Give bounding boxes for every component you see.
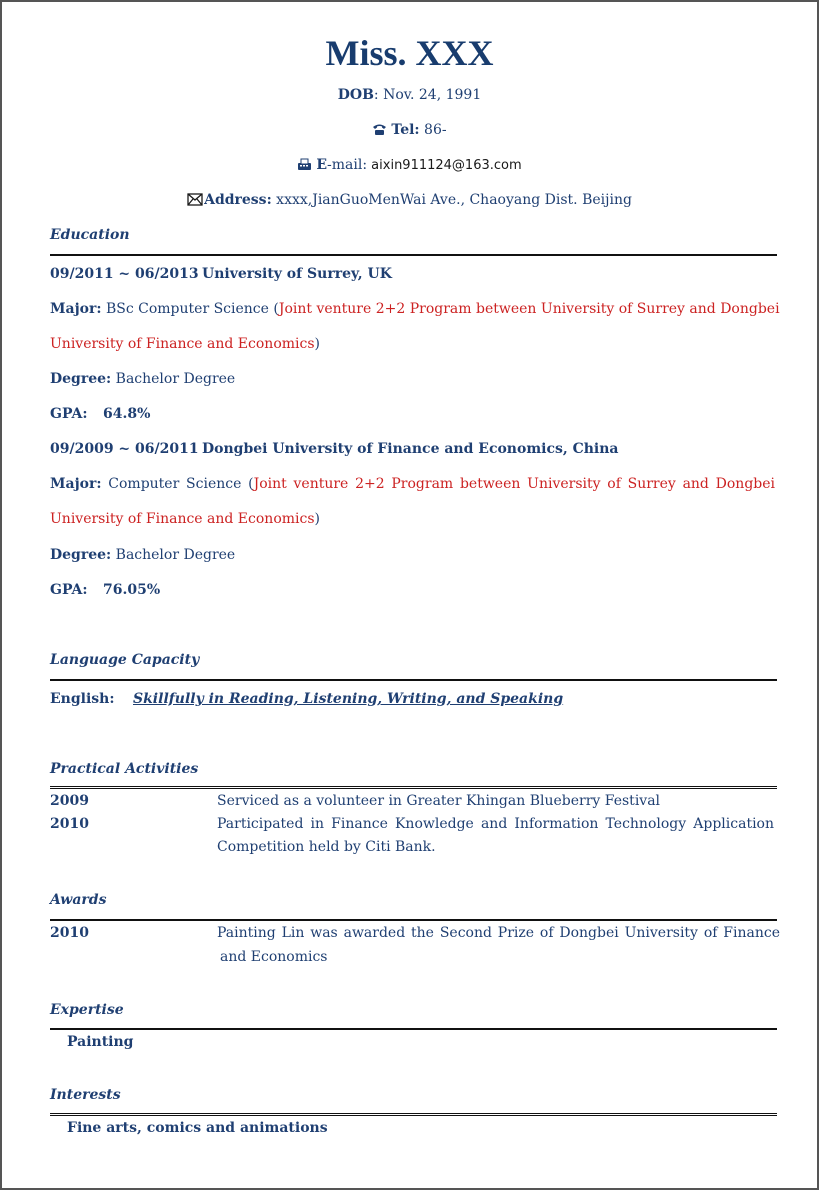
- envelope-icon: [187, 193, 203, 210]
- dob-line: [2, 87, 817, 103]
- edu-2-major-value: Computer Science (: [108, 476, 254, 492]
- edu-1-major-note-2: University of Finance and Economics: [50, 336, 315, 352]
- award-1-year: 2010: [50, 925, 89, 941]
- language-rule: [50, 679, 777, 681]
- email-label-rest: -mail:: [327, 157, 368, 173]
- phone-icon: [372, 123, 387, 140]
- language-label: English:: [50, 691, 115, 707]
- edu-1-major: [50, 301, 780, 317]
- expertise-rule: [50, 1028, 777, 1030]
- education-title: Education: [50, 227, 130, 243]
- edu-2-degree: [50, 547, 775, 563]
- tel-label: Tel:: [391, 122, 420, 138]
- interests-value: Fine arts, comics and animations: [67, 1120, 328, 1136]
- address-line: [2, 192, 817, 210]
- address-value: xxxx,JianGuoMenWai Ave., Chaoyang Dist. Beijing: [271, 192, 632, 208]
- activities-title: Practical Activities: [50, 761, 199, 777]
- interests-rule: [50, 1113, 777, 1116]
- tel-line: [2, 122, 817, 140]
- activity-2-year: 2010: [50, 816, 89, 832]
- edu-1-major-note: Joint venture 2+2 Program between University of Surrey and Dongbei: [278, 301, 780, 317]
- activity-1-year: 2009: [50, 793, 89, 809]
- activities-rule: [50, 786, 777, 789]
- edu-2-major-cont: [50, 511, 775, 527]
- email-value[interactable]: aixin911124@163.com: [367, 158, 522, 173]
- edu-2-gpa-label: GPA:: [50, 582, 88, 598]
- edu-2-gpa: [50, 582, 775, 598]
- activity-2-desc: Participated in Finance Knowledge and Information Technology Application: [217, 816, 774, 832]
- edu-2-degree-value: Bachelor Degree: [111, 547, 236, 563]
- email-label: E: [316, 157, 328, 173]
- edu-1-gpa-value: 64.8%: [103, 406, 151, 422]
- edu-2-dates: 09/2009 ~ 06/2011: [50, 441, 199, 457]
- fax-icon: [297, 158, 312, 175]
- award-1-desc-cont: and Economics: [220, 949, 328, 965]
- edu-1-major-label: Major:: [50, 301, 102, 317]
- edu-2-major: [50, 476, 775, 492]
- language-value[interactable]: Skillfully in Reading, Listening, Writing, and Speaking: [133, 691, 564, 707]
- edu-1-gpa-label: GPA:: [50, 406, 88, 422]
- language-title: Language Capacity: [50, 652, 200, 668]
- dob-value: : Nov. 24, 1991: [373, 87, 482, 103]
- interests-title: Interests: [50, 1087, 121, 1103]
- candidate-name: Miss. XXX: [325, 33, 494, 73]
- award-1-desc: Painting Lin was awarded the Second Prize of Dongbei University of Finance: [217, 925, 780, 941]
- edu-1-major-cont: [50, 336, 775, 352]
- edu-1-degree-value: Bachelor Degree: [111, 371, 236, 387]
- edu-1-major-value: BSc Computer Science (: [105, 301, 279, 317]
- edu-2-major-note-2: University of Finance and Economics: [50, 511, 315, 527]
- edu-1-major-close: ): [314, 336, 320, 352]
- edu-2-school: Dongbei University of Finance and Economics, China: [202, 441, 619, 457]
- tel-value: 86-: [419, 122, 447, 138]
- awards-title: Awards: [50, 892, 107, 908]
- awards-rule: [50, 919, 777, 921]
- activity-2-desc-cont: Competition held by Citi Bank.: [217, 839, 436, 855]
- edu-entry-1-header: [50, 266, 775, 282]
- activity-1-desc: Serviced as a volunteer in Greater Khingan Blueberry Festival: [217, 793, 661, 809]
- edu-1-degree-label: Degree:: [50, 371, 112, 387]
- address-label: Address:: [204, 192, 272, 208]
- edu-2-major-label: Major:: [50, 476, 102, 492]
- edu-1-degree: [50, 371, 775, 387]
- dob-label: DOB: [337, 87, 374, 103]
- expertise-value: Painting: [67, 1034, 134, 1050]
- edu-2-degree-label: Degree:: [50, 547, 112, 563]
- language-row: [50, 691, 775, 707]
- email-line: [2, 157, 817, 175]
- edu-1-dates: 09/2011 ~ 06/2013: [50, 266, 199, 282]
- edu-2-major-note: Joint venture 2+2 Program between University of Surrey and Dongbei: [253, 476, 776, 492]
- education-rule: [50, 254, 777, 256]
- edu-2-major-close: ): [314, 511, 320, 527]
- edu-entry-2-header: [50, 441, 775, 457]
- expertise-title: Expertise: [50, 1002, 124, 1018]
- edu-1-gpa: [50, 406, 775, 422]
- edu-1-school: University of Surrey, UK: [202, 266, 392, 282]
- edu-2-gpa-value: 76.05%: [103, 582, 161, 598]
